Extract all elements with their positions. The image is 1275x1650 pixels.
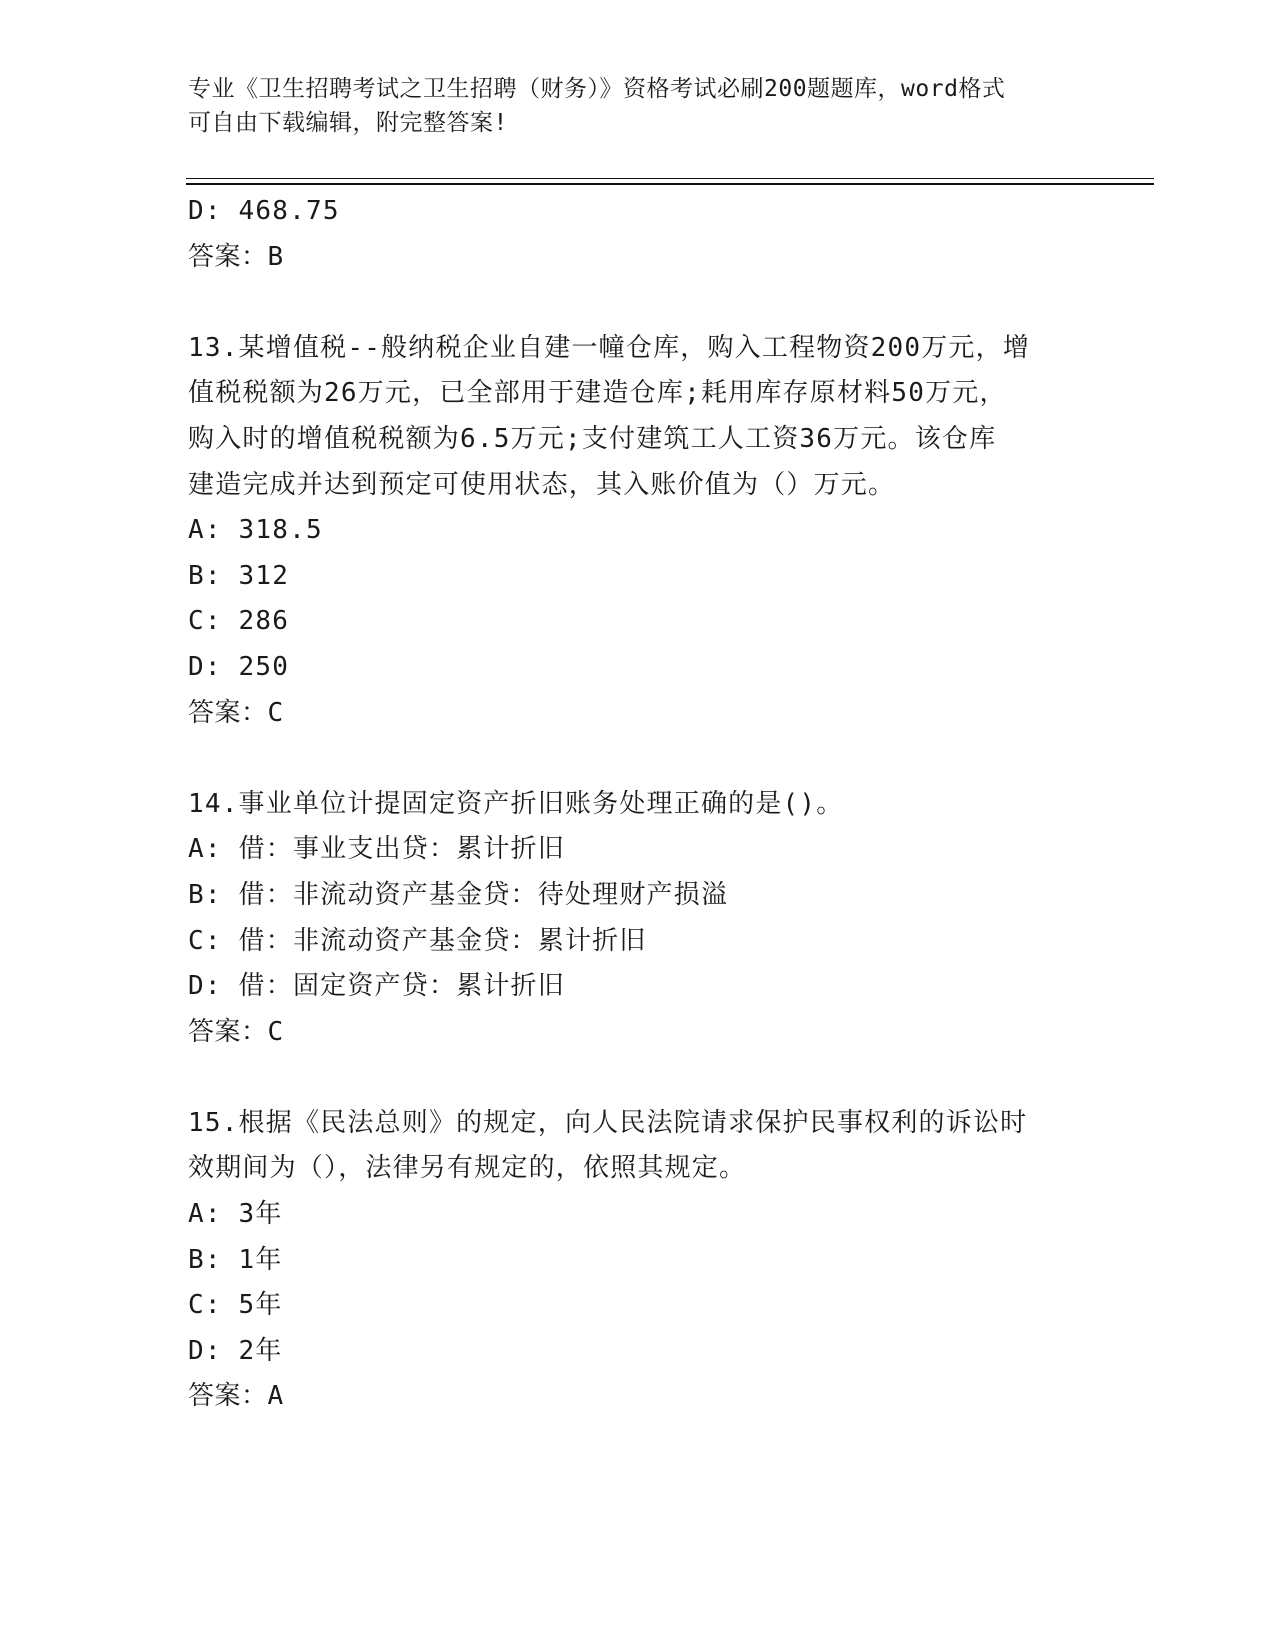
- question-stem-line: 13.某增值税--般纳税企业自建一幢仓库，购入工程物资200万元，增: [188, 332, 1031, 363]
- question-13: [188, 326, 1088, 736]
- question-stem-line: 效期间为（），法律另有规定的，依照其规定。: [188, 1153, 747, 1184]
- header-title-line-1: 专业《卫生招聘考试之卫生招聘（财务）》资格考试必刷200题题库，word格式: [188, 76, 1006, 102]
- question-stem-line: 值税税额为26万元，已全部用于建造仓库;耗用库存原材料50万元，: [188, 378, 1007, 409]
- question-stem-line: 15.根据《民法总则》的规定，向人民法院请求保护民事权利的诉讼时: [188, 1107, 1028, 1138]
- question-stem-line: 建造完成并达到预定可使用状态，其入账价值为（）万元。: [188, 469, 896, 500]
- option-a: A: 借：事业支出贷：累计折旧: [188, 834, 565, 865]
- spacer: [188, 736, 1088, 782]
- question-stem-line: 14.事业单位计提固定资产折旧账务处理正确的是()。: [188, 788, 844, 819]
- option-a: A: 3年: [188, 1199, 283, 1230]
- question-15: [188, 1101, 1088, 1420]
- option-d: D: 468.75: [188, 196, 340, 226]
- header-title-line-2: 可自由下载编辑，附完整答案!: [188, 110, 508, 136]
- option-d: D: 借：固定资产贷：累计折旧: [188, 971, 565, 1002]
- option-c: C: 5年: [188, 1290, 283, 1321]
- document-header: [188, 72, 1088, 140]
- option-a: A: 318.5: [188, 515, 323, 546]
- answer-line: 答案：B: [188, 241, 284, 272]
- spacer: [188, 1055, 1088, 1101]
- answer-line: 答案：C: [188, 697, 284, 728]
- question-stem-line: 购入时的增值税税额为6.5万元;支付建筑工人工资36万元。该仓库: [188, 423, 997, 454]
- previous-question-tail: [188, 189, 1088, 280]
- option-b: B: 312: [188, 560, 290, 591]
- question-list: [188, 189, 1088, 1420]
- question-14: [188, 782, 1088, 1056]
- option-d: D: 250: [188, 651, 290, 682]
- header-divider-thin: [186, 178, 1154, 179]
- option-d: D: 2年: [188, 1335, 283, 1366]
- answer-line: 答案：C: [188, 1016, 284, 1047]
- header-divider-thick: [186, 183, 1154, 185]
- option-c: C: 借：非流动资产基金贷：累计折旧: [188, 925, 647, 956]
- spacer: [188, 280, 1088, 326]
- option-c: C: 286: [188, 606, 290, 637]
- answer-line: 答案：A: [188, 1381, 284, 1412]
- option-b: B: 1年: [188, 1244, 283, 1275]
- option-b: B: 借：非流动资产基金贷：待处理财产损溢: [188, 879, 729, 910]
